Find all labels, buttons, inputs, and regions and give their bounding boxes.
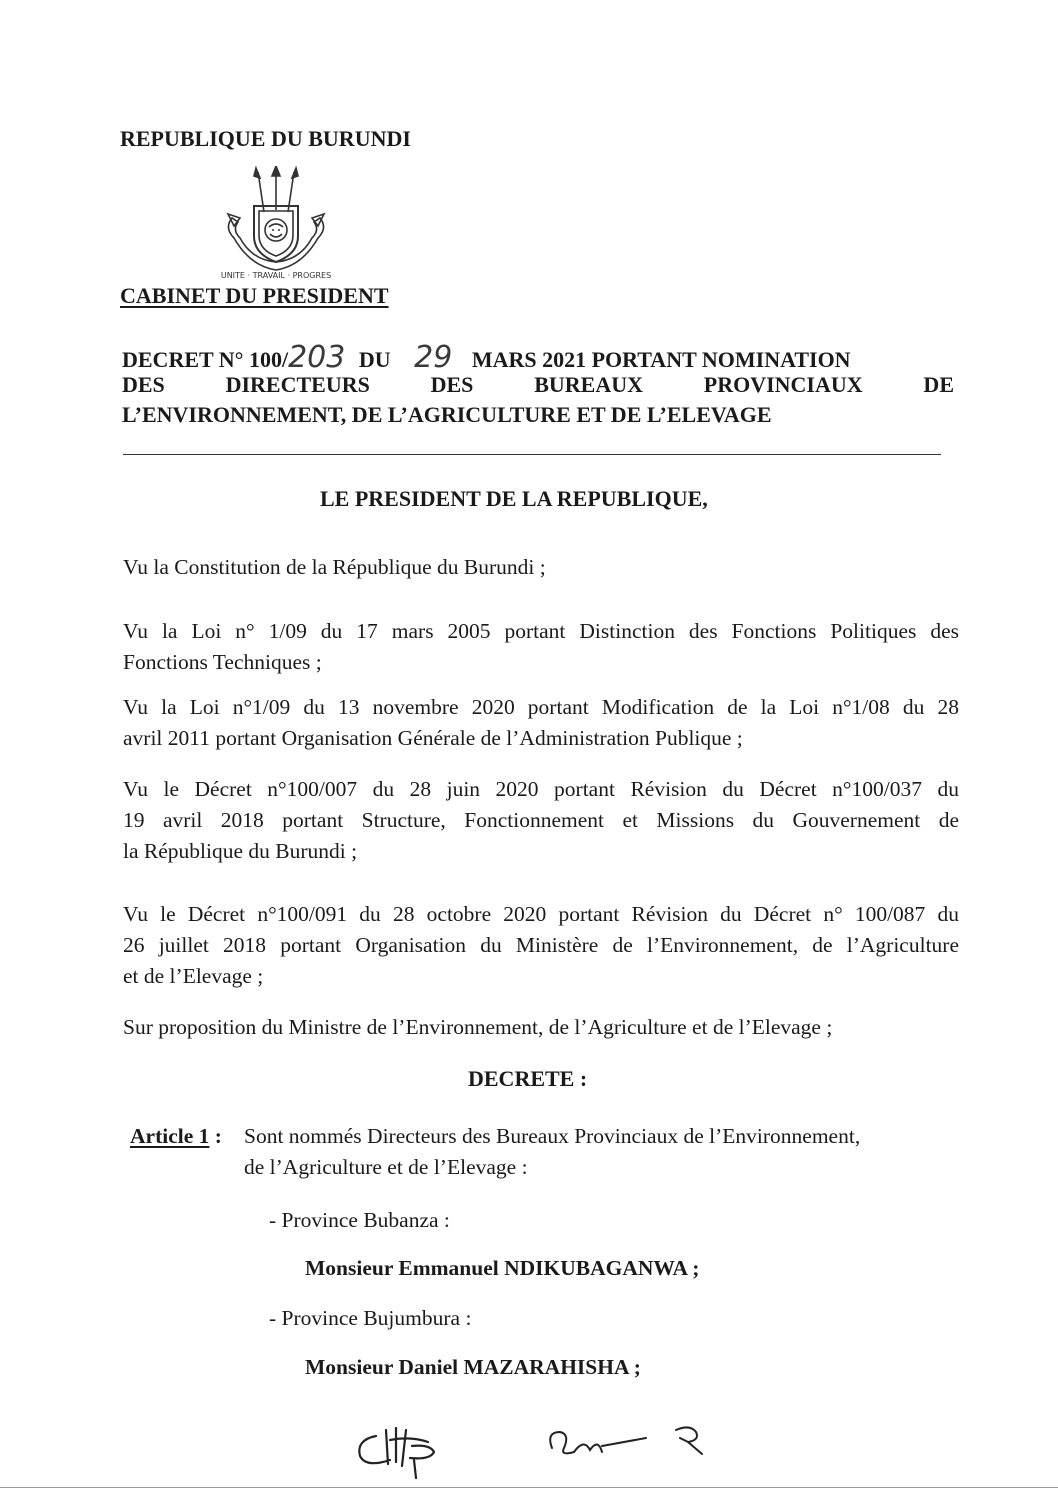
consideration-2	[123, 616, 959, 678]
decrete-heading: DECRETE :	[468, 1066, 588, 1091]
decree-title-part3: MARS 2021 PORTANT NOMINATION	[471, 347, 851, 372]
article-1-label: Article 1	[130, 1124, 210, 1148]
consideration-3	[123, 692, 959, 754]
president-heading: LE PRESIDENT DE LA REPUBLIQUE,	[320, 486, 708, 511]
republic-heading: REPUBLIQUE DU BURUNDI	[120, 126, 411, 151]
consideration-5	[123, 899, 959, 992]
consideration-2-line-1: Vu la Loi n° 1/09 du 17 mars 2005 portant Distinction des Fonctions Politiques des	[123, 619, 959, 643]
title-divider	[123, 454, 941, 455]
appointment-1-person: Monsieur Emmanuel NDIKUBAGANWA ;	[305, 1256, 700, 1280]
consideration-6-line-1: Sur proposition du Ministre de l’Environnement, de l’Agriculture et de l’Elevage ;	[123, 1015, 833, 1039]
decree-day-handwritten: 29	[414, 340, 453, 375]
decree-title-line-2: DES DIRECTEURS DES BUREAUX PROVINCIAUX DE	[122, 372, 954, 397]
consideration-5-line-2: 26 juillet 2018 portant Organisation du Ministère de l’Environnement, de l’Agriculture	[123, 933, 959, 957]
consideration-5-line-1: Vu le Décret n°100/091 du 28 octobre 2020 portant Révision du Décret n° 100/087 du	[123, 902, 959, 926]
consideration-1-line-1: Vu la Constitution de la République du Burundi ;	[123, 555, 546, 579]
coat-of-arms-icon	[220, 166, 332, 282]
scan-bottom-edge	[0, 1487, 1058, 1488]
consideration-2-line-2: Fonctions Techniques ;	[123, 650, 322, 674]
article-1-line-2: de l’Agriculture et de l’Elevage :	[244, 1155, 528, 1179]
decree-title-line-1	[122, 340, 954, 375]
consideration-4-line-1: Vu le Décret n°100/007 du 28 juin 2020 portant Révision du Décret n°100/037 du	[123, 777, 959, 801]
appointment-2-person: Monsieur Daniel MAZARAHISHA ;	[305, 1355, 641, 1379]
consideration-4-line-3: la République du Burundi ;	[123, 839, 358, 863]
consideration-5-line-3: et de l’Elevage ;	[123, 964, 264, 988]
cabinet-heading: CABINET DU PRESIDENT	[120, 283, 389, 308]
consideration-3-line-1: Vu la Loi n°1/09 du 13 novembre 2020 portant Modification de la Loi n°1/08 du 28	[123, 695, 959, 719]
article-1-colon: :	[214, 1124, 222, 1148]
emblem-motto: UNITE · TRAVAIL · PROGRES	[220, 271, 332, 280]
decree-title-part1: DECRET N° 100/	[122, 347, 289, 372]
decree-title-part2: DU	[358, 347, 391, 372]
decree-number-handwritten: 203	[288, 340, 346, 375]
consideration-6	[123, 1012, 959, 1043]
signature-initial-2-icon	[540, 1418, 720, 1468]
signature-initial-1-icon	[350, 1416, 460, 1482]
article-1-heading	[130, 1124, 222, 1149]
consideration-4	[123, 774, 959, 867]
appointment-1-province: - Province Bubanza :	[269, 1208, 450, 1232]
consideration-4-line-2: 19 avril 2018 portant Structure, Fonctionnement et Missions du Gouvernement de	[123, 808, 959, 832]
appointment-2-province: - Province Bujumbura :	[269, 1306, 472, 1330]
consideration-1	[123, 552, 959, 583]
decree-title-line-3: L’ENVIRONNEMENT, DE L’AGRICULTURE ET DE L’ELEVAGE	[122, 402, 772, 427]
article-1-line-1: Sont nommés Directeurs des Bureaux Provinciaux de l’Environnement,	[244, 1124, 861, 1148]
consideration-3-line-2: avril 2011 portant Organisation Générale de l’Administration Publique ;	[123, 726, 743, 750]
